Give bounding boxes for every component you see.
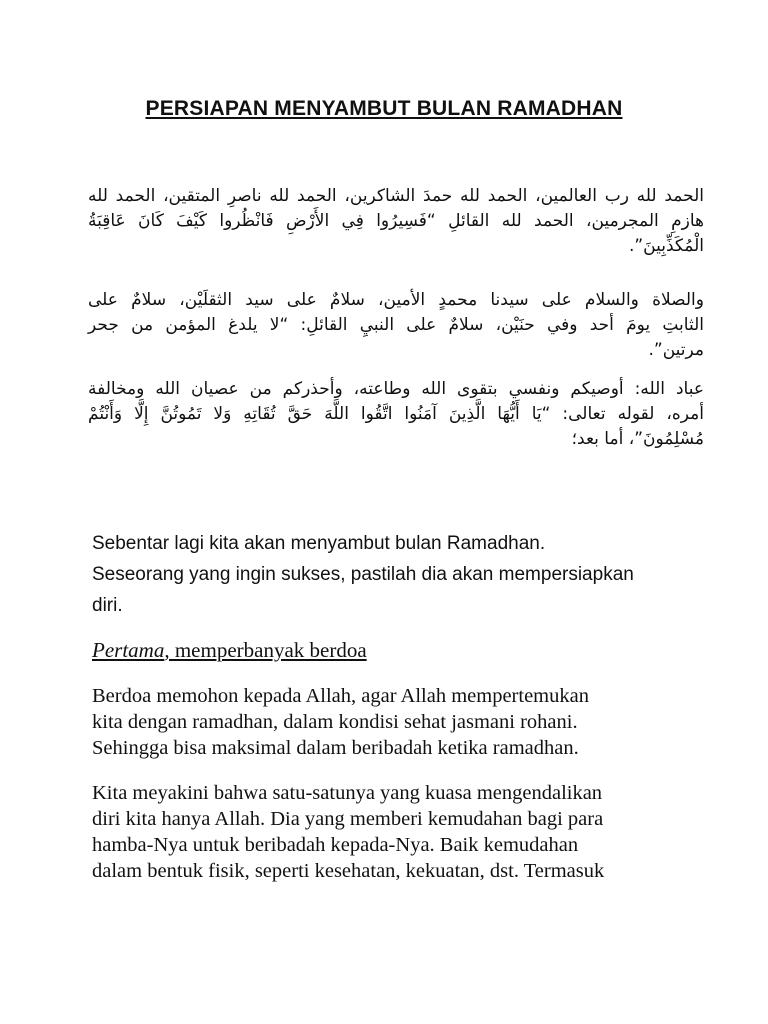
arabic-opening-praise — [88, 184, 704, 259]
arabic-line: مُسْلِمُونَ”، أما بعد؛ — [571, 429, 704, 449]
arabic-line: والصلاة والسلام على سيدنا محمدٍ الأمين، سلامٌ على سيد الثقلَيْن، سلامٌ على — [88, 290, 704, 310]
document-title: PERSIAPAN MENYAMBUT BULAN RAMADHAN — [145, 97, 623, 120]
section-heading-first — [92, 638, 367, 663]
body-paragraph-1 — [92, 683, 692, 761]
paragraph-line: Berdoa memohon kepada Allah, agar Allah mempertemukan — [92, 685, 589, 707]
paragraph-line: Seseorang yang ingin sukses, pastilah dia akan mempersiapkan — [92, 564, 634, 585]
arabic-salawat — [88, 288, 704, 363]
heading-emphasis: Pertama — [92, 638, 165, 662]
arabic-line: الثابتِ يومَ أحد وفي حنَيْن، سلامٌ على النبيِ القائلِ: “لا يلدغ المؤمن من جحر — [88, 315, 704, 335]
paragraph-line: Sebentar lagi kita akan menyambut bulan Ramadhan. — [92, 533, 546, 554]
arabic-line: الْمُكَذِّبِينَ”. — [628, 236, 704, 256]
paragraph-line: Sehingga bisa maksimal dalam beribadah ketika ramadhan. — [92, 737, 579, 759]
arabic-line: الحمد لله رب العالمين، الحمد لله حمدَ الشاكرين، الحمد لله ناصرِ المتقين، الحمد لله — [88, 186, 704, 206]
arabic-line: مرتين”. — [648, 340, 704, 360]
intro-paragraph — [92, 528, 692, 621]
paragraph-line: dalam bentuk fisik, seperti kesehatan, kekuatan, dst. Termasuk — [92, 860, 605, 882]
paragraph-line: Kita meyakini bahwa satu-satunya yang kuasa mengendalikan — [92, 782, 603, 804]
arabic-wasiat — [88, 377, 704, 452]
heading-rest: , memperbanyak berdoa — [164, 638, 367, 662]
body-paragraph-2 — [92, 780, 692, 884]
paragraph-line: diri kita hanya Allah. Dia yang memberi kemudahan bagi para — [92, 808, 604, 830]
arabic-line: عباد الله: أوصيكم ونفسي بتقوى الله وطاعته، وأحذركم من عصيان الله ومخالفة — [88, 379, 704, 399]
paragraph-line: kita dengan ramadhan, dalam kondisi sehat jasmani rohani. — [92, 711, 578, 733]
paragraph-line: hamba-Nya untuk beribadah kepada-Nya. Baik kemudahan — [92, 834, 579, 856]
paragraph-line: diri. — [92, 595, 123, 616]
arabic-line: هازمِ المجرمين، الحمد لله القائلِ “فَسِيرُوا فِي الأَرْضِ فَانْظُروا كَيْفَ كَانَ عَاقِبَةُ — [88, 211, 704, 231]
arabic-line: أمره، لقوله تعالى: “يَا أَيُّهَا الَّذِينَ آمَنُوا اتَّقُوا اللَّهَ حَقَّ تُقَاتِهِ وَلا تَمُوتُنَّ إِلَّا وَأَنْتُمْ — [88, 404, 704, 424]
